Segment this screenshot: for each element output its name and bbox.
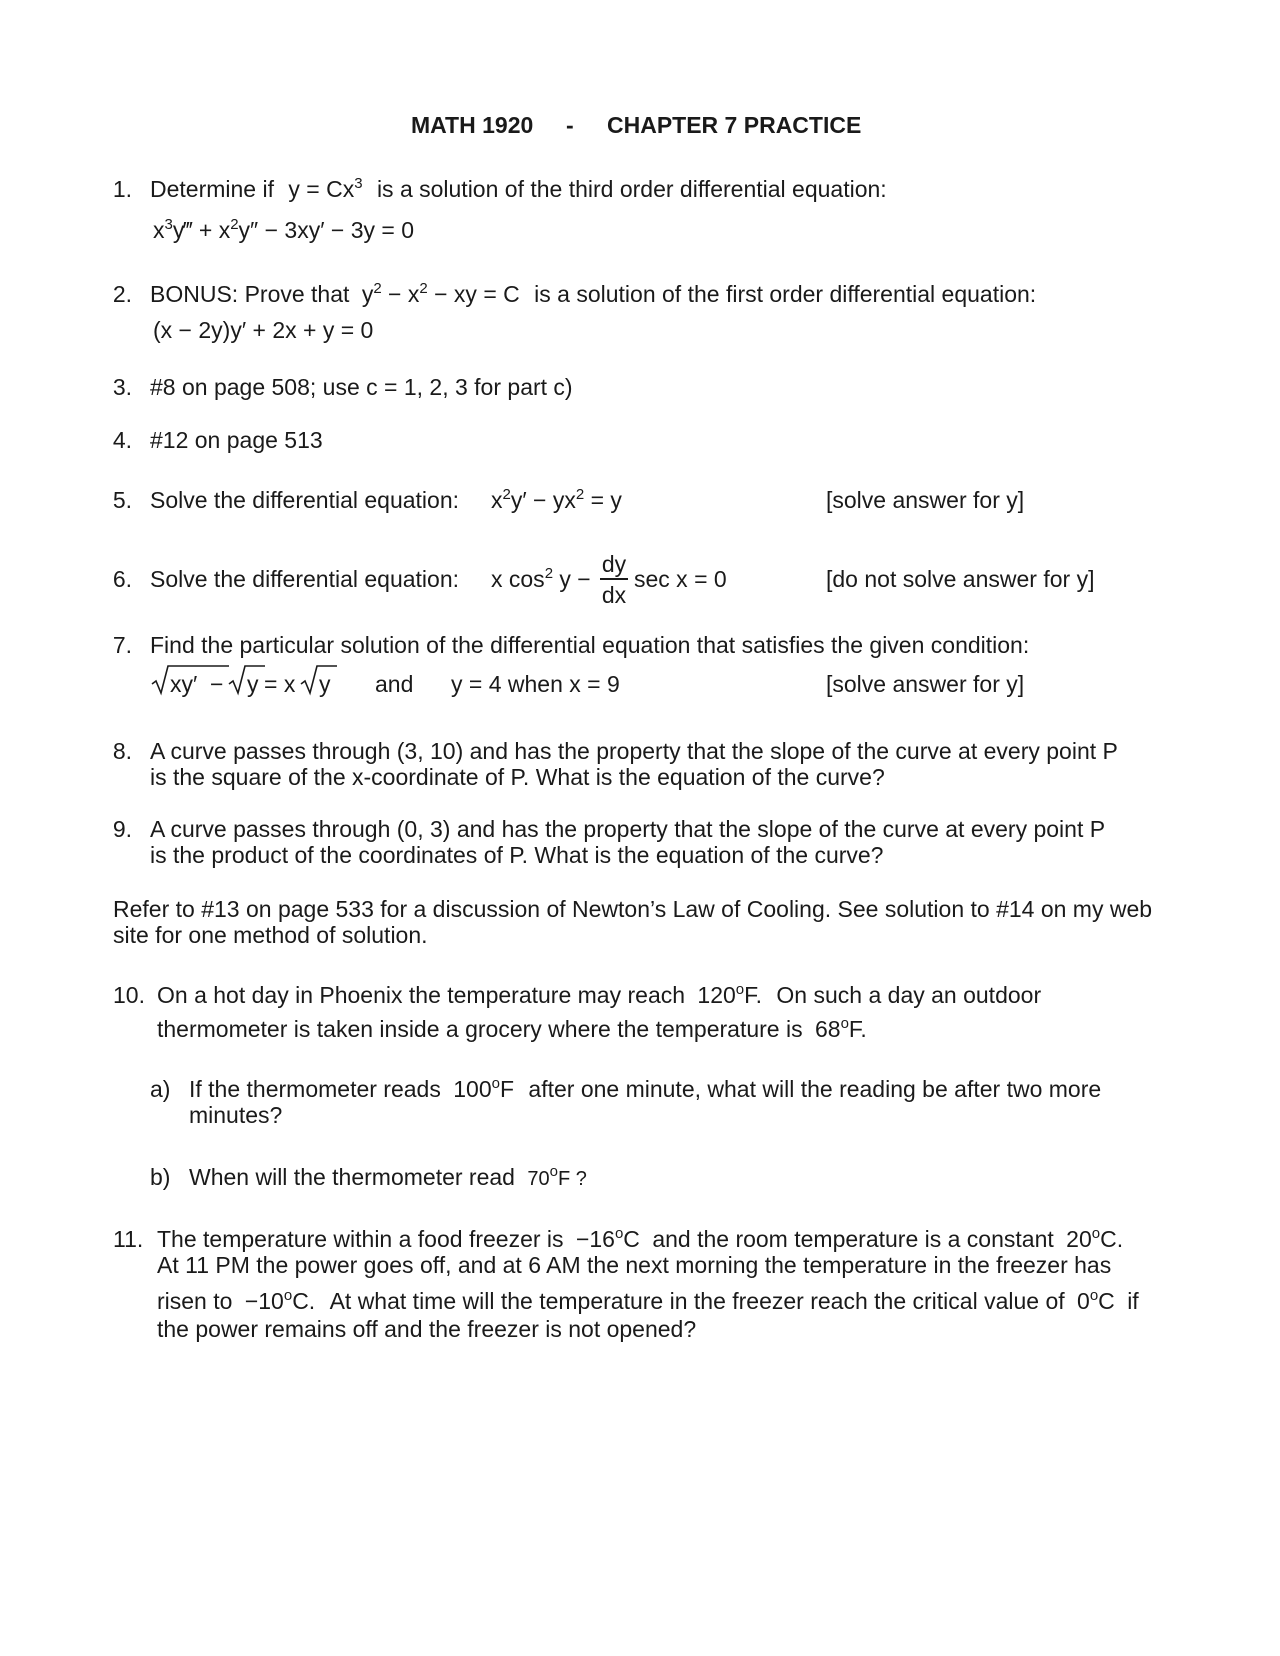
degree-symbol: o [735,981,745,998]
problem-7-note: [solve answer for y] [826,671,1025,697]
problem-10-line2 [157,1015,867,1042]
text-part: On such a day an outdoor [776,982,1042,1008]
text-part: When will the thermometer read [189,1164,515,1190]
problem-7-number: 7. [112,632,132,658]
degree-symbol: o [283,1287,293,1304]
temperature-value: 120 [697,982,736,1008]
problem-6-equation-a [491,565,591,592]
temperature-unit: C. [1100,1226,1124,1252]
refer-line1: Refer to #13 on page 533 for a discussion of Newton’s Law of Cooling. See solution to #14 on my web [113,896,1153,922]
problem-7-and: and [375,671,414,697]
radicand-1: xy′ [170,671,198,697]
problem-7-text: Find the particular solution of the differential equation that satisfies the given condition: [150,632,1030,658]
temperature-unit: F ? [557,1168,587,1190]
problem-9-line2: is the product of the coordinates of P. What is the equation of the curve? [150,842,884,868]
problem-1-text-a: Determine if [150,176,274,202]
problem-10b-label: b) [150,1164,171,1190]
problem-6-note: [do not solve answer for y] [826,566,1095,592]
degree-symbol: o [1089,1287,1099,1304]
problem-10b-line [189,1163,587,1190]
eq-part: − x [381,281,420,307]
problem-10-line1 [157,981,1042,1008]
eq-part: y′ − yx [510,487,576,513]
fraction-numerator: dy [601,551,627,577]
problem-6-text: Solve the differential equation: [150,566,460,592]
problem-2-text-a: BONUS: Prove that [150,281,350,307]
text-part: The temperature within a food freezer is [157,1226,564,1252]
temperature-value: 70 [527,1168,550,1190]
problem-5-equation [491,486,622,513]
eq-exponent: 2 [230,216,239,233]
eq-exponent: 2 [575,486,585,503]
equals-x: = x [264,671,296,697]
problem-11-line3 [157,1287,1139,1314]
text-part: If the thermometer reads [189,1076,441,1102]
eq-part: y″ − 3xy′ − 3y = 0 [238,217,415,243]
problem-9-number: 9. [112,816,132,842]
problem-10a-line1 [189,1075,1102,1102]
problem-3-number: 3. [112,374,132,400]
temperature-unit: F. [848,1016,867,1042]
problem-8-line1: A curve passes through (3, 10) and has the property that the slope of the curve at every point P [150,738,1118,764]
eq-exponent: 3 [164,216,173,233]
page-title-course: MATH 1920 [411,112,534,138]
page-title-dash: - [566,112,574,138]
eq-part: y [361,281,374,307]
eq-part: x cos [491,566,545,592]
problem-10a-line2: minutes? [189,1102,283,1128]
problem-1-equation [153,216,415,243]
temperature-value: 68 [814,1016,841,1042]
problem-8-number: 8. [112,738,132,764]
problem-9-line1: A curve passes through (0, 3) and has the property that the slope of the curve at every point P [150,816,1106,842]
problem-6-equation-c: sec x = 0 [634,566,727,592]
degree-symbol: o [1091,1225,1101,1242]
temperature-unit: F. [744,982,763,1008]
eq-exponent: 2 [502,486,511,503]
refer-line2: site for one method of solution. [113,922,428,948]
text-part: after one minute, what will the reading be after two more [528,1076,1102,1102]
eq-part: = y [584,487,622,513]
text-part: thermometer is taken inside a grocery where the temperature is [157,1016,803,1042]
text-part: if [1127,1288,1139,1314]
fraction-bar [600,578,628,580]
problem-3-text: #8 on page 508; use c = 1, 2, 3 for part c) [150,374,573,400]
problem-5-text: Solve the differential equation: [150,487,460,513]
problem-5-note: [solve answer for y] [826,487,1025,513]
problem-2-equation: (x − 2y)y′ + 2x + y = 0 [153,317,374,343]
temperature-value: 20 [1066,1226,1092,1252]
problem-11-line2: At 11 PM the power goes off, and at 6 AM the next morning the temperature in the freezer has [157,1252,1112,1278]
degree-symbol: o [491,1075,500,1092]
eq-part: y − [553,566,591,592]
temperature-unit: C [1098,1288,1115,1314]
eq-part: − xy = C [427,281,520,307]
eq-exponent: 2 [419,280,428,297]
problem-4-text: #12 on page 513 [150,427,323,453]
problem-6-number: 6. [112,566,132,592]
problem-10a-label: a) [150,1076,171,1102]
problem-1-number: 1. [112,176,132,202]
problem-11-line4: the power remains off and the freezer is not opened? [157,1316,697,1342]
problem-11-number: 11. [113,1226,144,1252]
problem-2-text-b: is a solution of the first order differential equation: [534,281,1037,307]
text-part: On a hot day in Phoenix the temperature may reach [157,982,686,1008]
temperature-value: −16 [575,1226,615,1252]
problem-7-condition: y = 4 when x = 9 [451,671,620,697]
text-part: risen to [157,1288,233,1314]
radicand-2: y [247,671,259,697]
eq-exponent: 2 [544,565,554,582]
temperature-value: 0 [1077,1288,1090,1314]
eq-part: x [491,487,503,513]
eq-part: x [153,217,165,243]
radicand-3: y [319,671,331,697]
minus-sign: − [210,671,224,697]
text-part: and the room temperature is a constant [652,1226,1054,1252]
text-part: At what time will the temperature in the freezer reach the critical value of [329,1288,1065,1314]
temperature-value: −10 [244,1288,284,1314]
temperature-value: 100 [453,1076,492,1102]
eq-part: y‴ + x [172,217,231,243]
problem-1-text-b: is a solution of the third order differential equation: [376,176,887,202]
degree-symbol: o [614,1225,624,1242]
degree-symbol: o [549,1163,558,1180]
problem-1-equation-y: y = Cx [288,176,355,202]
problem-2-number: 2. [112,281,132,307]
fraction-denominator: dx [601,582,627,608]
degree-symbol: o [840,1015,849,1032]
problem-1-line1 [150,175,887,202]
page-title-chapter: CHAPTER 7 PRACTICE [607,112,862,138]
problem-11-line1 [157,1225,1124,1252]
problem-4-number: 4. [112,427,132,453]
problem-5-number: 5. [112,487,132,513]
temperature-unit: F [499,1076,515,1102]
problem-2-line1 [150,280,1037,307]
eq-exponent: 2 [373,280,382,297]
problem-10-number: 10. [113,982,145,1008]
temperature-unit: C [623,1226,640,1252]
problem-1-exponent: 3 [354,175,363,192]
temperature-unit: C. [292,1288,316,1314]
problem-8-line2: is the square of the x-coordinate of P. What is the equation of the curve? [150,764,885,790]
